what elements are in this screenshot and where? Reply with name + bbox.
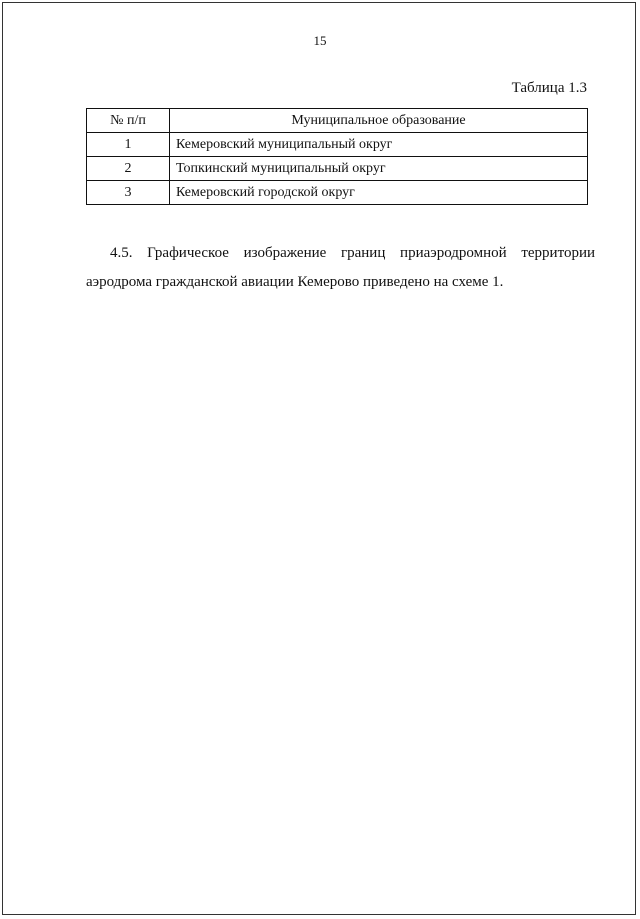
row-number: 3 — [87, 181, 170, 205]
table-caption: Таблица 1.3 — [511, 80, 587, 96]
header-municipality: Муниципальное образование — [170, 109, 588, 133]
row-municipality: Топкинский муниципальный округ — [170, 157, 588, 181]
header-number: № п/п — [87, 109, 170, 133]
table-header-row — [87, 109, 588, 133]
row-municipality: Кемеровский муниципальный округ — [170, 133, 588, 157]
row-number: 1 — [87, 133, 170, 157]
table-row — [87, 157, 588, 181]
body-paragraph: 4.5. Графическое изображение границ приаэродромной территории аэродрома гражданской авиации Кемерово приведено на схеме 1. — [86, 245, 595, 290]
table-row — [87, 133, 588, 157]
row-number: 2 — [87, 157, 170, 181]
table-row — [87, 181, 588, 205]
page-number: 15 — [313, 33, 327, 48]
municipalities-table — [86, 108, 588, 205]
row-municipality: Кемеровский городской округ — [170, 181, 588, 205]
